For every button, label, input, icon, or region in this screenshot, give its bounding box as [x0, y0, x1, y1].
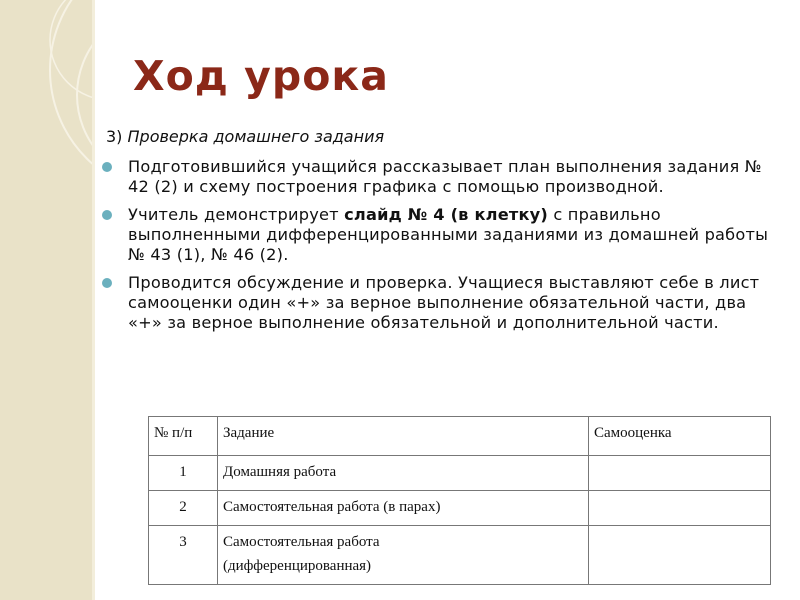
row-score — [589, 526, 771, 585]
bullet-dot-icon — [102, 210, 112, 220]
subheading-number: 3) — [106, 127, 123, 146]
bullet-text-bold: слайд № 4 (в клетку) — [344, 205, 548, 224]
row-task-line: Домашняя работа — [223, 464, 337, 480]
bullet-dot-icon — [102, 162, 112, 172]
decorative-sidebar — [0, 0, 92, 600]
row-number: 2 — [149, 491, 218, 526]
slide-title: Ход урока — [133, 52, 389, 100]
row-task-line: Самостоятельная работа — [223, 534, 380, 550]
bullet-text-post: с правильно выполненными дифференцированными заданиями из домашней работы № 43 (1), № 46 (2). — [128, 205, 769, 264]
row-number: 1 — [149, 456, 218, 491]
bullet-dot-icon — [102, 278, 112, 288]
row-task — [218, 491, 589, 526]
bullet-item — [102, 205, 782, 265]
bullet-text: Проводится обсуждение и проверка. Учащиеся выставляют себе в лист самооценки один «+» за верное выполнение обязательной части, два «+» за верное выполнение обязательной и дополнительной части. — [128, 273, 760, 332]
decorative-circles — [0, 0, 92, 600]
bullet-text: Подготовившийся учащийся рассказывает план выполнения задания № 42 (2) и схему построения графика с помощью производной. — [128, 157, 762, 196]
table-header-row — [149, 417, 771, 456]
row-task — [218, 526, 589, 585]
header-number: № п/п — [149, 417, 218, 456]
self-assessment-table — [148, 416, 771, 585]
sidebar-divider — [92, 0, 95, 600]
row-task-line: Самостоятельная работа (в парах) — [223, 499, 441, 515]
row-task-line-2: (дифференцированная) — [223, 558, 372, 574]
section-subheading — [106, 127, 384, 146]
table-row — [149, 456, 771, 491]
row-score — [589, 491, 771, 526]
row-score — [589, 456, 771, 491]
row-number: 3 — [149, 526, 218, 585]
bullet-item — [102, 157, 782, 197]
row-task — [218, 456, 589, 491]
bullet-item — [102, 273, 782, 333]
table-row — [149, 526, 771, 585]
table-row — [149, 491, 771, 526]
header-task: Задание — [218, 417, 589, 456]
bullet-text-pre: Учитель демонстрирует — [128, 205, 345, 224]
bullet-list — [102, 157, 782, 341]
subheading-text: Проверка домашнего задания — [127, 127, 385, 146]
header-score: Самооценка — [589, 417, 771, 456]
